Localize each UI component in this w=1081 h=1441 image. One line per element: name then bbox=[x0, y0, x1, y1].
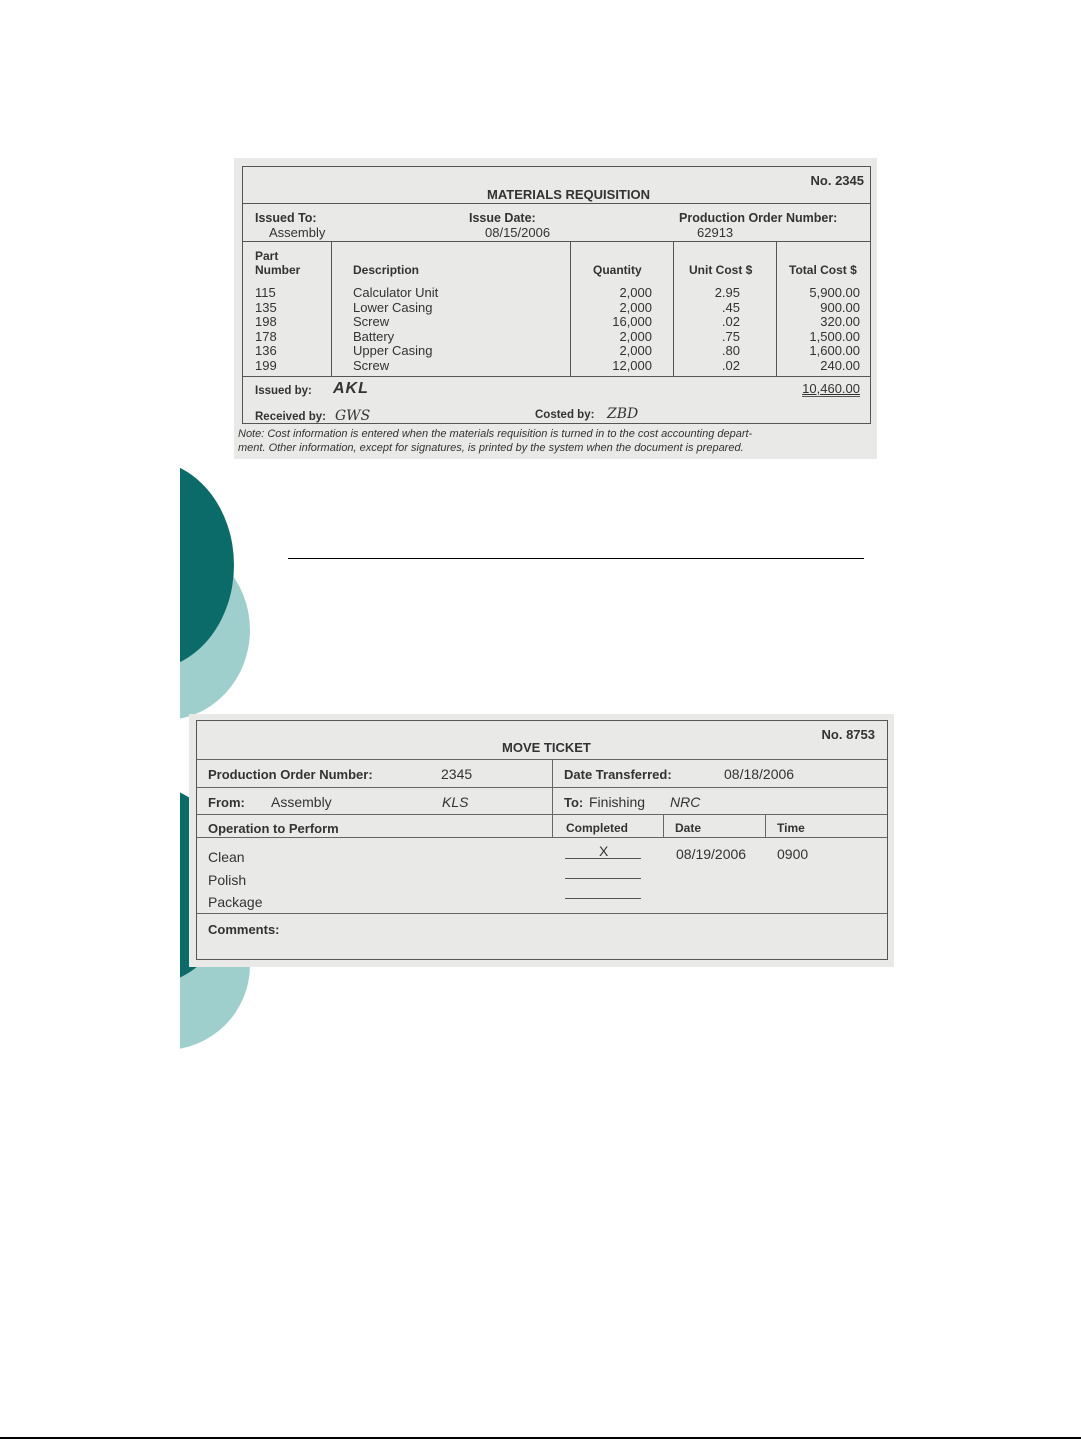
production-order-label: Production Order Number: bbox=[208, 767, 373, 782]
part-cell: 199 bbox=[255, 358, 277, 373]
column-rule bbox=[673, 242, 674, 376]
quantity-cell: 2,000 bbox=[619, 285, 652, 300]
to-label: To: bbox=[564, 795, 584, 810]
completed-blank-line bbox=[565, 878, 641, 879]
materials-requisition-form bbox=[234, 158, 877, 459]
total-cost-cell: 1,500.00 bbox=[809, 328, 860, 344]
col-unit-cost: Unit Cost $ bbox=[689, 263, 753, 277]
col-part-number-line2: Number bbox=[255, 263, 301, 277]
issued-to-value: Assembly bbox=[269, 225, 326, 240]
move-ticket-title: MOVE TICKET bbox=[502, 740, 591, 755]
from-initials: KLS bbox=[442, 794, 469, 810]
divider bbox=[197, 787, 887, 788]
production-order-label: Production Order Number: bbox=[679, 211, 838, 225]
production-order-value: 2345 bbox=[441, 766, 473, 782]
move-ticket-form bbox=[189, 714, 894, 967]
move-ticket-frame bbox=[196, 720, 888, 960]
column-rule bbox=[776, 242, 777, 376]
date-header: Date bbox=[675, 821, 702, 835]
description-cell: Screw bbox=[353, 314, 390, 330]
part-cell: 178 bbox=[255, 328, 277, 344]
description-cell: Battery bbox=[353, 328, 395, 344]
ornament-mask bbox=[0, 440, 180, 1080]
comments-label: Comments: bbox=[208, 922, 280, 937]
operation-name: Polish bbox=[208, 872, 247, 888]
description-cell: Lower Casing bbox=[353, 299, 433, 315]
slide-title-rule bbox=[288, 558, 864, 559]
col-part-number-line1: Part bbox=[255, 249, 279, 263]
completed-blank-line bbox=[565, 858, 641, 859]
completed-blank-line bbox=[565, 898, 641, 899]
col-description: Description bbox=[353, 263, 420, 277]
issue-date-value: 08/15/2006 bbox=[485, 225, 551, 240]
operation-header: Operation to Perform bbox=[208, 821, 339, 836]
note-line-1: Note: Cost information is entered when the materials requisition is turned in to the cost accounting depart- bbox=[238, 428, 753, 440]
date-transferred-value: 08/18/2006 bbox=[724, 766, 795, 782]
note-line-2: ment. Other information, except for signatures, is printed by the system when the document is prepared. bbox=[238, 442, 744, 454]
operation-date: 08/19/2006 bbox=[676, 846, 747, 862]
part-cell: 198 bbox=[255, 314, 277, 330]
divider bbox=[197, 814, 887, 815]
quantity-cell: 2,000 bbox=[619, 343, 652, 359]
received-by-label: Received by: bbox=[255, 411, 326, 423]
total-cost-cell: 240.00 bbox=[820, 358, 860, 373]
issued-to-label: Issued To: bbox=[255, 211, 317, 225]
to-value: Finishing bbox=[589, 794, 646, 810]
divider bbox=[197, 759, 887, 760]
unit-cost-cell: .75 bbox=[721, 328, 740, 344]
time-header: Time bbox=[777, 821, 805, 835]
operation-name: Clean bbox=[208, 849, 245, 865]
requisition-number: No. 2345 bbox=[810, 173, 864, 188]
unit-cost-cell: .80 bbox=[721, 343, 740, 359]
divider bbox=[197, 913, 887, 914]
total-cost-cell: 900.00 bbox=[820, 299, 860, 315]
unit-cost-cell: .02 bbox=[721, 358, 740, 373]
completed-header: Completed bbox=[566, 821, 629, 835]
page-bottom-rule bbox=[0, 1437, 1081, 1439]
operation-completed-mark: X bbox=[599, 843, 609, 859]
description-cell: Upper Casing bbox=[353, 343, 433, 359]
quantity-cell: 2,000 bbox=[619, 299, 652, 315]
grand-total: 10,460.00 bbox=[802, 381, 860, 396]
unit-cost-cell: 2.95 bbox=[714, 285, 740, 300]
column-rule bbox=[331, 242, 332, 376]
issued-by-label: Issued by: bbox=[255, 385, 312, 397]
move-ticket-number: No. 8753 bbox=[821, 727, 875, 742]
part-cell: 136 bbox=[255, 343, 277, 359]
part-cell: 135 bbox=[255, 299, 277, 315]
description-cell: Screw bbox=[353, 358, 390, 373]
divider bbox=[197, 837, 887, 838]
costed-by-label: Costed by: bbox=[535, 409, 595, 421]
total-cost-cell: 5,900.00 bbox=[809, 285, 860, 300]
unit-cost-cell: .45 bbox=[721, 299, 740, 315]
column-rule bbox=[570, 242, 571, 376]
to-initials: NRC bbox=[670, 794, 701, 810]
date-transferred-label: Date Transferred: bbox=[564, 767, 672, 782]
quantity-cell: 2,000 bbox=[619, 328, 652, 344]
received-by-signature: GWS bbox=[335, 408, 371, 424]
total-cost-cell: 320.00 bbox=[820, 314, 860, 330]
operation-name: Package bbox=[208, 894, 263, 910]
column-rule bbox=[765, 814, 766, 837]
divider bbox=[243, 203, 870, 204]
col-total-cost: Total Cost $ bbox=[789, 263, 857, 277]
issued-by-signature: AKL bbox=[333, 380, 369, 397]
operation-time: 0900 bbox=[777, 846, 809, 862]
quantity-cell: 16,000 bbox=[612, 314, 652, 330]
production-order-value: 62913 bbox=[697, 225, 734, 240]
from-value: Assembly bbox=[271, 794, 332, 810]
divider bbox=[243, 376, 870, 377]
requisition-title: MATERIALS REQUISITION bbox=[487, 187, 650, 202]
total-cost-cell: 1,600.00 bbox=[809, 343, 860, 359]
description-cell: Calculator Unit bbox=[353, 285, 439, 300]
part-cell: 115 bbox=[255, 285, 276, 300]
unit-cost-cell: .02 bbox=[721, 314, 740, 330]
column-rule bbox=[663, 814, 664, 837]
column-rule bbox=[552, 759, 553, 837]
costed-by-signature: ZBD bbox=[607, 406, 639, 422]
issue-date-label: Issue Date: bbox=[469, 211, 536, 225]
materials-requisition-frame bbox=[242, 166, 871, 424]
quantity-cell: 12,000 bbox=[612, 358, 652, 373]
col-quantity: Quantity bbox=[593, 263, 642, 277]
from-label: From: bbox=[208, 795, 245, 810]
